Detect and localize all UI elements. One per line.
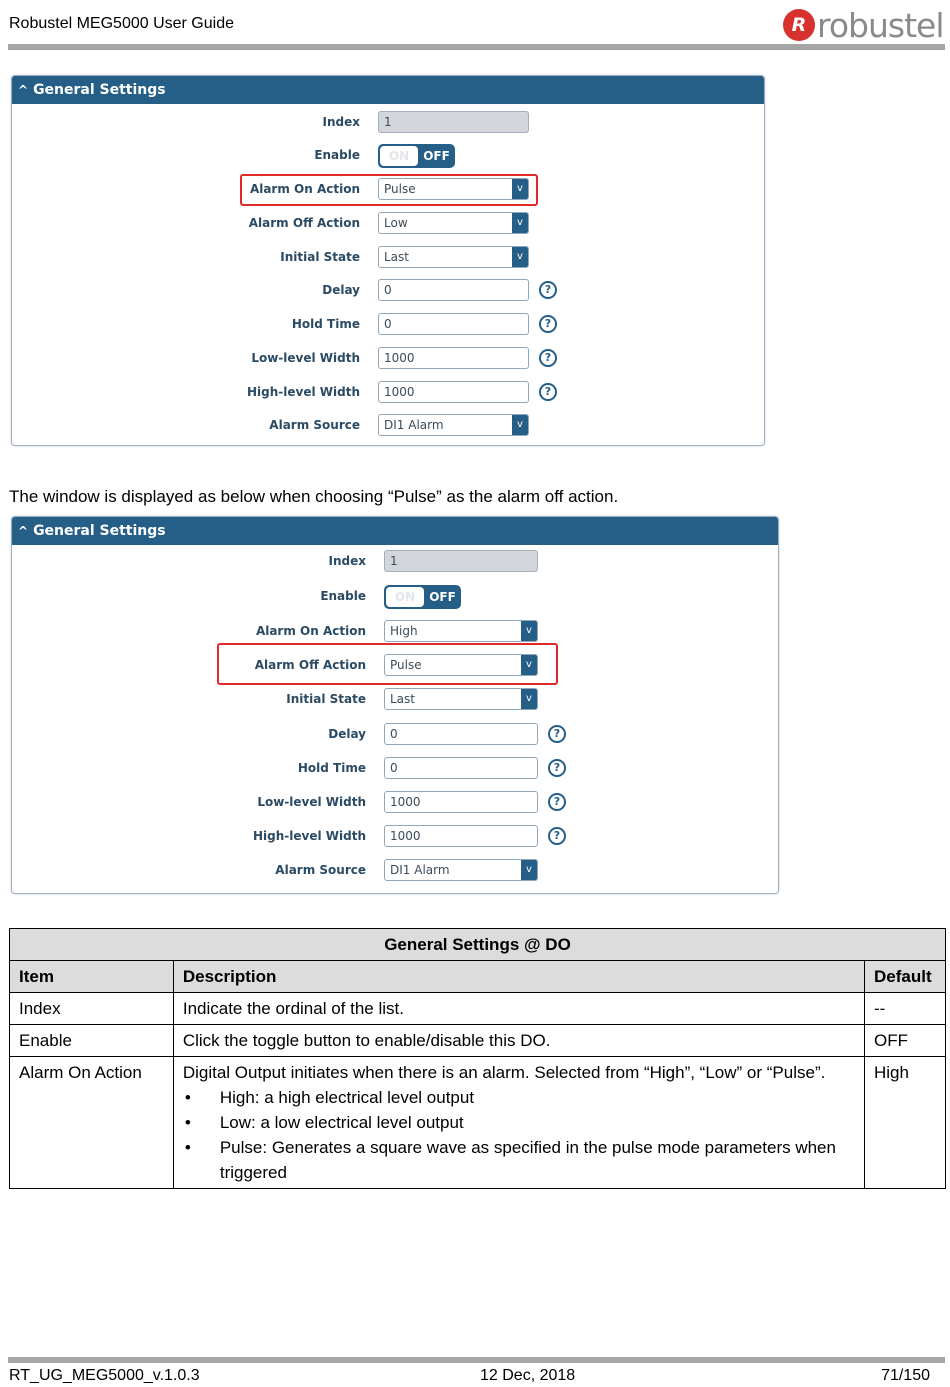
row-initial-state bbox=[9, 688, 781, 712]
chevron-down-icon: v bbox=[512, 179, 528, 199]
alarm-source-select[interactable] bbox=[384, 859, 538, 881]
cell-description: Click the toggle button to enable/disable this DO. bbox=[173, 1025, 864, 1057]
chevron-down-icon: v bbox=[521, 689, 537, 709]
alarm-off-action-select[interactable] bbox=[378, 212, 529, 234]
high-level-width-input[interactable]: 1000 bbox=[378, 381, 529, 403]
label-delay: Delay bbox=[322, 283, 360, 297]
row-alarm-source bbox=[9, 414, 767, 438]
column-header: Description bbox=[173, 961, 864, 993]
screenshot-general-settings-1 bbox=[9, 73, 767, 448]
row-low-level-width bbox=[9, 347, 767, 371]
chevron-down-icon: v bbox=[521, 860, 537, 880]
chevron-down-icon: v bbox=[512, 247, 528, 267]
select-value: High bbox=[390, 624, 418, 638]
logo-text: robustel bbox=[817, 5, 944, 45]
enable-toggle[interactable] bbox=[384, 585, 461, 609]
hold-time-input[interactable]: 0 bbox=[378, 313, 529, 335]
help-icon[interactable]: ? bbox=[539, 315, 557, 333]
row-hold-time bbox=[9, 313, 767, 337]
index-field[interactable]: 1 bbox=[384, 550, 538, 572]
row-index bbox=[9, 111, 767, 135]
help-icon[interactable]: ? bbox=[539, 281, 557, 299]
toggle-off-label: OFF bbox=[423, 149, 450, 163]
table-row bbox=[10, 1057, 946, 1189]
robustel-logo bbox=[783, 6, 944, 44]
label-initial-state: Initial State bbox=[280, 250, 360, 264]
row-high-level-width bbox=[9, 381, 767, 405]
toggle-on-label: ON bbox=[386, 587, 424, 607]
panel-title: General Settings bbox=[33, 82, 166, 98]
row-hold-time bbox=[9, 757, 781, 781]
table-caption: General Settings @ DO bbox=[10, 929, 946, 961]
description-text: Digital Output initiates when there is an alarm. Selected from “High”, “Low” or “Pulse”. bbox=[182, 1063, 826, 1082]
screenshot-general-settings-2 bbox=[9, 514, 781, 896]
bullet-list bbox=[183, 1085, 855, 1185]
low-level-width-input[interactable]: 1000 bbox=[378, 347, 529, 369]
help-icon[interactable]: ? bbox=[539, 383, 557, 401]
footer-doc-id: RT_UG_MEG5000_v.1.0.3 bbox=[9, 1367, 200, 1384]
enable-toggle[interactable] bbox=[378, 144, 455, 168]
toggle-on-label: ON bbox=[380, 146, 418, 166]
caption-text: The window is displayed as below when choosing “Pulse” as the alarm off action. bbox=[9, 487, 619, 506]
label-low-level-width: Low-level Width bbox=[251, 351, 360, 365]
label-hold-time: Hold Time bbox=[291, 317, 360, 331]
row-delay bbox=[9, 279, 767, 303]
cell-default: -- bbox=[864, 993, 945, 1025]
row-alarm-off-action bbox=[9, 212, 767, 236]
footer-date: 12 Dec, 2018 bbox=[480, 1367, 576, 1384]
help-icon[interactable]: ? bbox=[548, 827, 566, 845]
delay-input[interactable]: 0 bbox=[384, 723, 538, 745]
label-high-level-width: High-level Width bbox=[247, 385, 360, 399]
row-enable bbox=[9, 144, 767, 168]
row-index bbox=[9, 550, 781, 574]
label-alarm-on-action: Alarm On Action bbox=[255, 624, 366, 638]
select-value: Pulse bbox=[390, 658, 422, 672]
label-delay: Delay bbox=[328, 727, 366, 741]
cell-description bbox=[173, 1057, 864, 1189]
label-alarm-off-action: Alarm Off Action bbox=[248, 216, 360, 230]
row-enable bbox=[9, 585, 781, 609]
panel-header[interactable] bbox=[12, 517, 778, 545]
select-value: DI1 Alarm bbox=[384, 418, 444, 432]
row-alarm-on-action bbox=[9, 620, 781, 644]
label-hold-time: Hold Time bbox=[297, 761, 366, 775]
label-initial-state: Initial State bbox=[286, 692, 366, 706]
column-header: Item bbox=[10, 961, 174, 993]
select-value: Pulse bbox=[384, 182, 416, 196]
cell-item: Index bbox=[10, 993, 174, 1025]
label-alarm-source: Alarm Source bbox=[269, 418, 360, 432]
panel-title: General Settings bbox=[33, 523, 166, 539]
low-level-width-input[interactable]: 1000 bbox=[384, 791, 538, 813]
row-high-level-width bbox=[9, 825, 781, 849]
select-value: DI1 Alarm bbox=[390, 863, 450, 877]
label-alarm-off-action: Alarm Off Action bbox=[254, 658, 366, 672]
chevron-up-icon: ^ bbox=[18, 83, 29, 97]
cell-description: Indicate the ordinal of the list. bbox=[173, 993, 864, 1025]
row-initial-state bbox=[9, 246, 767, 270]
table-row bbox=[10, 993, 946, 1025]
table-header-row bbox=[10, 961, 946, 993]
select-value: Last bbox=[384, 250, 409, 264]
list-item: • High: a high electrical level output bbox=[183, 1085, 855, 1110]
general-settings-table bbox=[9, 928, 946, 1189]
cell-item: Enable bbox=[10, 1025, 174, 1057]
list-item: • Pulse: Generates a square wave as specified in the pulse mode parameters when triggered bbox=[183, 1135, 855, 1185]
document-title: Robustel MEG5000 User Guide bbox=[9, 15, 234, 32]
panel-header[interactable] bbox=[12, 76, 764, 104]
footer-page-number: 71/150 bbox=[881, 1367, 930, 1384]
chevron-down-icon: v bbox=[521, 655, 537, 675]
cell-item: Alarm On Action bbox=[10, 1057, 174, 1189]
chevron-down-icon: v bbox=[512, 213, 528, 233]
list-item: • Low: a low electrical level output bbox=[183, 1110, 855, 1135]
help-icon[interactable]: ? bbox=[548, 793, 566, 811]
row-low-level-width bbox=[9, 791, 781, 815]
chevron-down-icon: v bbox=[521, 621, 537, 641]
header-rule bbox=[8, 44, 945, 50]
label-alarm-source: Alarm Source bbox=[275, 863, 366, 877]
footer-rule bbox=[8, 1357, 945, 1363]
alarm-source-select[interactable] bbox=[378, 414, 529, 436]
help-icon[interactable]: ? bbox=[548, 759, 566, 777]
highlight-box bbox=[240, 174, 538, 206]
help-icon[interactable]: ? bbox=[539, 349, 557, 367]
initial-state-select[interactable] bbox=[384, 688, 538, 710]
label-index: Index bbox=[328, 554, 366, 568]
cell-default: High bbox=[864, 1057, 945, 1189]
highlight-box bbox=[217, 643, 558, 685]
chevron-up-icon: ^ bbox=[18, 524, 29, 538]
label-enable: Enable bbox=[320, 589, 366, 603]
column-header: Default bbox=[864, 961, 945, 993]
initial-state-select[interactable] bbox=[378, 246, 529, 268]
row-alarm-source bbox=[9, 859, 781, 883]
table-row bbox=[10, 1025, 946, 1057]
select-value: Last bbox=[390, 692, 415, 706]
robustel-logo-icon: R bbox=[783, 9, 815, 41]
label-alarm-on-action: Alarm On Action bbox=[249, 182, 360, 196]
row-delay bbox=[9, 723, 781, 747]
index-field[interactable]: 1 bbox=[378, 111, 529, 133]
label-enable: Enable bbox=[314, 148, 360, 162]
high-level-width-input[interactable]: 1000 bbox=[384, 825, 538, 847]
chevron-down-icon: v bbox=[512, 415, 528, 435]
help-icon[interactable]: ? bbox=[548, 725, 566, 743]
cell-default: OFF bbox=[864, 1025, 945, 1057]
select-value: Low bbox=[384, 216, 408, 230]
label-high-level-width: High-level Width bbox=[253, 829, 366, 843]
alarm-on-action-select[interactable] bbox=[384, 620, 538, 642]
label-index: Index bbox=[322, 115, 360, 129]
label-low-level-width: Low-level Width bbox=[257, 795, 366, 809]
toggle-off-label: OFF bbox=[429, 590, 456, 604]
delay-input[interactable]: 0 bbox=[378, 279, 529, 301]
hold-time-input[interactable]: 0 bbox=[384, 757, 538, 779]
